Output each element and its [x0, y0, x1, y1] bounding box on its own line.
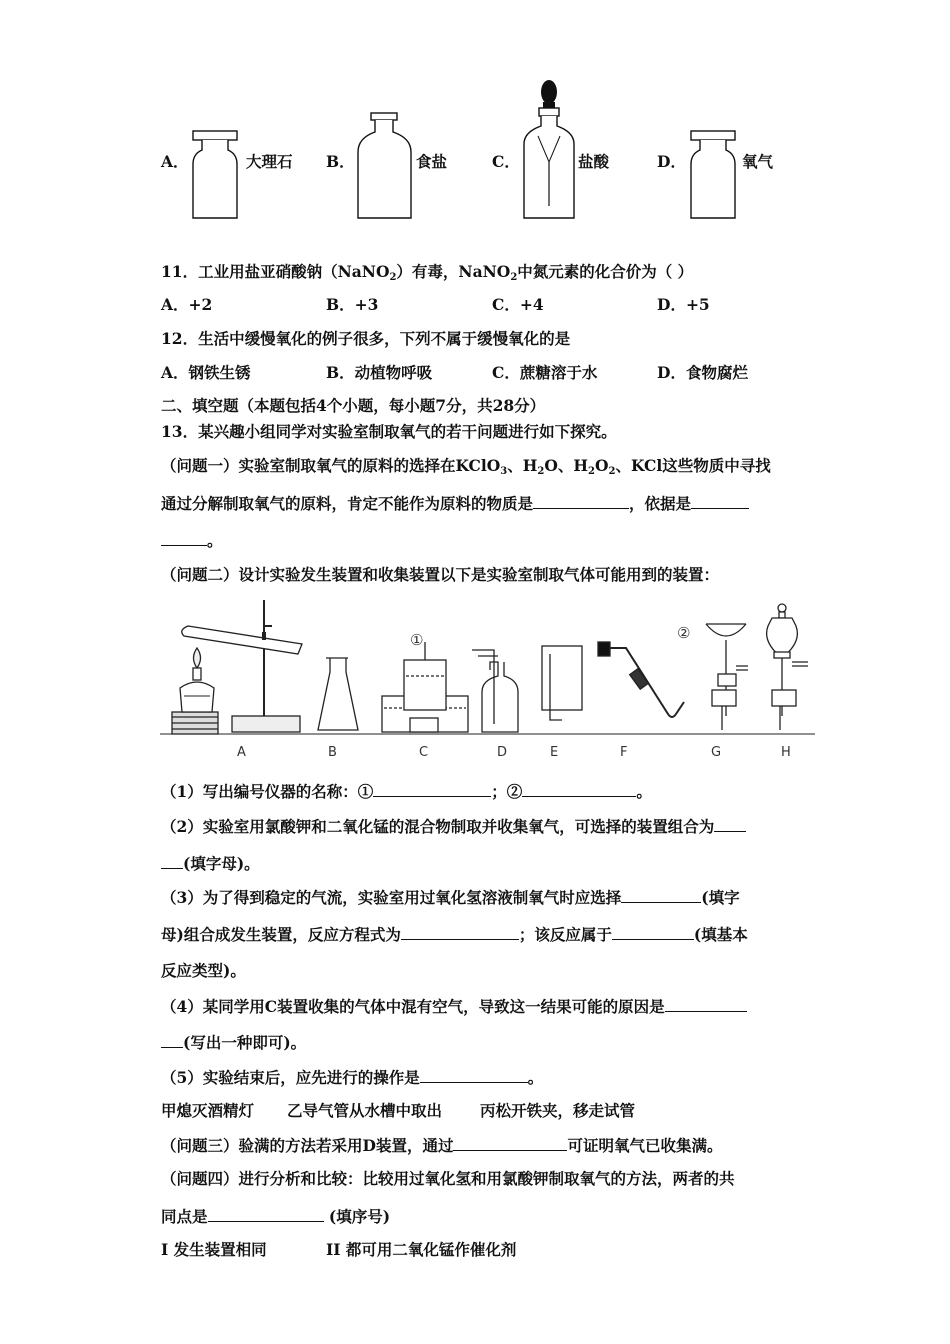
- q13-p4-opt-2: II 都可用二氧化锰作催化剂: [326, 1240, 517, 1259]
- label-g: G: [711, 745, 722, 760]
- q13-intro: 13．某兴趣小组同学对实验室制取氧气的若干问题进行如下探究。: [161, 422, 617, 441]
- answer-blank[interactable]: [161, 853, 183, 869]
- q11-stem: 11．工业用盐亚硝酸钠（NaNO$_2$）有毒，NaNO$_2$中氮元素的化合价为（ ）: [161, 262, 694, 283]
- answer-blank[interactable]: [612, 924, 694, 940]
- label-d: D: [497, 745, 508, 760]
- q13-s2: （2）实验室用氯酸钾和二氧化锰的混合物制取并收集氧气，可选择的装置组合为: [161, 816, 746, 837]
- q10-option-a: A．: [161, 152, 189, 171]
- q13-s3-end: 反应类型)。: [161, 961, 246, 980]
- q10-option-a-label: 大理石: [246, 152, 293, 171]
- marker-1: ①: [410, 631, 424, 649]
- label-a: A: [237, 745, 246, 760]
- answer-blank[interactable]: [161, 1032, 183, 1048]
- bottle-c-dropper: [520, 78, 578, 220]
- q13-problem1-line1: （问题一）实验室制取氧气的原料的选择在KClO$_3$、$H_2O$、$H_2O_2$、KCl这些物质中寻找: [161, 456, 771, 477]
- q13-s5: （5）实验结束后，应先进行的操作是 。: [161, 1068, 544, 1087]
- answer-blank[interactable]: [691, 493, 749, 509]
- q12-option-b: B．动植物呼吸: [326, 363, 433, 382]
- answer-blank[interactable]: [420, 1067, 528, 1083]
- answer-blank[interactable]: [161, 530, 207, 546]
- answer-blank[interactable]: [665, 996, 747, 1012]
- bottle-b-narrow-mouth: [355, 110, 415, 220]
- apparatus-h: [767, 604, 808, 730]
- q13-s5-opt-1: 甲熄灭酒精灯: [161, 1101, 255, 1120]
- apparatus-e: [542, 646, 582, 720]
- label-f: F: [620, 745, 628, 760]
- q13-s4-cont: (写出一种即可)。: [161, 1032, 306, 1053]
- q13-s3: （3）为了得到稳定的气流，实验室用过氧化氢溶液制氧气时应选择 (填字: [161, 888, 740, 907]
- q10-option-d: D．: [657, 152, 686, 171]
- q13-s3-cont: 母)组合成发生装置，反应方程式为 ；该反应属于 (填基本: [161, 925, 748, 944]
- label-e: E: [550, 745, 559, 760]
- q11-option-d: D．+5: [657, 295, 710, 314]
- answer-blank[interactable]: [373, 781, 491, 797]
- q13-s2-cont: (填字母)。: [161, 853, 260, 874]
- q13-problem2: （问题二）设计实验发生装置和收集装置以下是实验室制取气体可能用到的装置：: [161, 565, 720, 584]
- q12-option-d: D．食物腐烂: [657, 363, 748, 382]
- q13-problem1-line3: 。: [161, 530, 223, 551]
- q13-problem3: （问题三）验满的方法若采用D装置，通过 可证明氧气已收集满。: [161, 1136, 723, 1155]
- q13-p4-opt-1: I 发生装置相同: [161, 1240, 267, 1259]
- q10-option-b: B．: [326, 152, 355, 171]
- q10-option-c-label: 盐酸: [578, 152, 610, 171]
- q13-s1: （1）写出编号仪器的名称：① ；② 。: [161, 782, 652, 801]
- q11-option-a: A．+2: [161, 295, 213, 314]
- q13-problem1-line2: 通过分解制取氧气的原料，肯定不能作为原料的物质是 ，依据是: [161, 493, 749, 514]
- bottle-a-wide-mouth: [190, 128, 240, 220]
- label-h: H: [781, 745, 791, 760]
- answer-blank[interactable]: [453, 1135, 567, 1151]
- q13-s5-opt-2: 乙导气管从水槽中取出: [287, 1101, 443, 1120]
- q13-s4: （4）某同学用C装置收集的气体中混有空气，导致这一结果可能的原因是: [161, 996, 747, 1017]
- q10-option-d-label: 氧气: [742, 152, 774, 171]
- q10-option-c: C．: [492, 152, 520, 171]
- q12-stem: 12．生活中缓慢氧化的例子很多，下列不属于缓慢氧化的是: [161, 329, 571, 348]
- q11-option-b: B．+3: [326, 295, 379, 314]
- label-b: B: [328, 745, 337, 760]
- q13-problem4-cont: 同点是 (填序号): [161, 1207, 391, 1226]
- apparatus-f: [598, 642, 684, 717]
- apparatus-d: [472, 650, 518, 732]
- apparatus-diagram: [160, 596, 815, 741]
- bottle-d-gas-jar: [688, 128, 738, 220]
- q10-option-b-label: 食盐: [416, 152, 448, 171]
- answer-blank[interactable]: [522, 781, 636, 797]
- section-heading: 二、填空题（本题包括4个小题，每小题7分，共28分）: [161, 396, 546, 415]
- apparatus-b: [318, 658, 358, 730]
- answer-blank[interactable]: [621, 887, 701, 903]
- apparatus-c: [382, 642, 468, 732]
- label-c: C: [419, 745, 429, 760]
- q13-s5-opt-3: 丙松开铁夹，移走试管: [480, 1101, 636, 1120]
- answer-blank[interactable]: [208, 1206, 324, 1222]
- q12-option-a: A．钢铁生锈: [161, 363, 251, 382]
- answer-blank[interactable]: [533, 493, 629, 509]
- marker-2: ②: [677, 624, 691, 642]
- apparatus-a: [172, 600, 302, 734]
- q12-option-c: C．蔗糖溶于水: [492, 363, 598, 382]
- apparatus-g: [706, 624, 748, 730]
- q13-problem4: （问题四）进行分析和比较：比较用过氧化氢和用氯酸钾制取氧气的方法，两者的共: [161, 1169, 735, 1188]
- answer-blank[interactable]: [714, 816, 746, 832]
- q11-option-c: C．+4: [492, 295, 544, 314]
- answer-blank[interactable]: [401, 924, 519, 940]
